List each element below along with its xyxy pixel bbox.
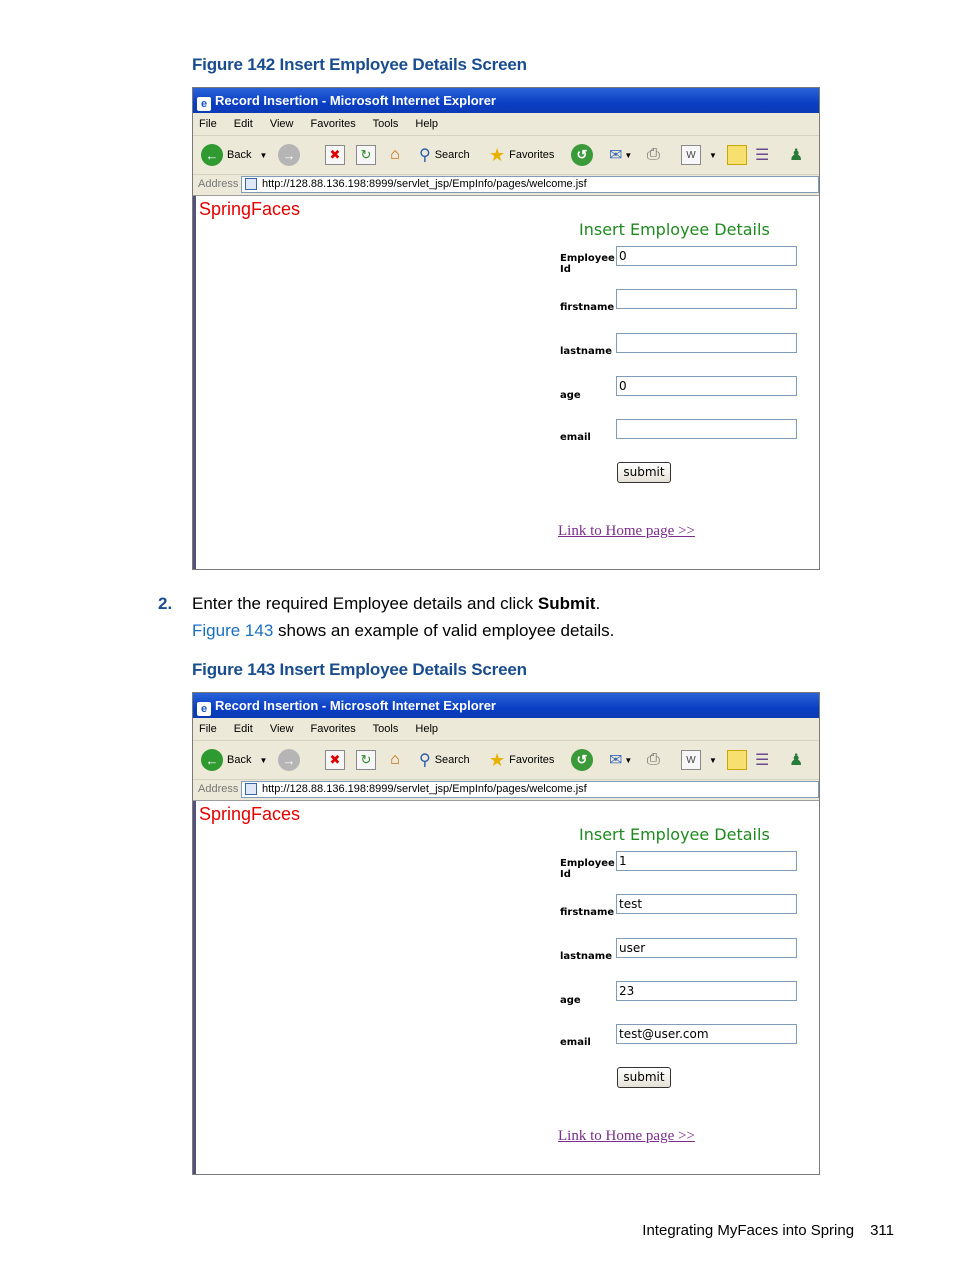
employee-id-input[interactable]: 0	[616, 246, 797, 266]
forward-arrow-icon: →	[278, 144, 300, 166]
toolbar	[193, 741, 819, 780]
email-input[interactable]	[616, 419, 797, 439]
back-arrow-icon: ←	[201, 749, 223, 771]
address-url: http://128.88.136.198:8999/servlet_jsp/EmpInfo/pages/welcome.jsf	[262, 178, 587, 190]
books-icon: ☰	[755, 752, 770, 769]
home-button[interactable]	[385, 143, 405, 167]
dropdown-arrow-icon[interactable]: ▼	[259, 150, 268, 160]
brand-logo: SpringFaces	[199, 199, 301, 219]
lastname-label: lastname	[560, 951, 612, 962]
home-page-link[interactable]: Link to Home page >>	[558, 1128, 695, 1144]
refresh-icon: ↻	[356, 750, 376, 770]
figure-143-caption: Figure 143 Insert Employee Details Screen	[192, 660, 527, 679]
submit-emphasis: Submit	[537, 594, 596, 613]
address-bar	[193, 175, 819, 196]
step-instruction: Enter the required Employee details and click Submit.	[192, 594, 601, 613]
books-icon: ☰	[755, 147, 770, 164]
forward-button[interactable]	[278, 748, 300, 772]
page-icon	[245, 783, 257, 795]
age-input[interactable]: 23	[616, 981, 797, 1001]
window-titlebar	[193, 693, 819, 718]
mail-button[interactable]	[609, 143, 632, 167]
address-label: Address	[198, 178, 239, 190]
back-button[interactable]: ← Back ▼	[201, 748, 267, 772]
menu-favorites[interactable]: Favorites	[310, 723, 356, 735]
page-content	[193, 801, 819, 1174]
lastname-label: lastname	[560, 346, 612, 357]
form-title: Insert Employee Details	[579, 825, 770, 844]
home-icon: ⌂	[390, 146, 400, 163]
firstname-input[interactable]: test	[616, 894, 797, 914]
figure-142-caption: Figure 142 Insert Employee Details Screen	[192, 55, 527, 74]
submit-button[interactable]: submit	[617, 462, 671, 483]
window-title: Record Insertion - Microsoft Internet Explorer	[215, 93, 496, 108]
menu-edit[interactable]: Edit	[233, 723, 253, 735]
dropdown-arrow-icon: ▼	[709, 150, 717, 160]
firstname-label: firstname	[560, 907, 615, 918]
form-title: Insert Employee Details	[579, 220, 770, 239]
stop-icon: ✖	[325, 145, 345, 165]
menu-tools[interactable]: Tools	[372, 723, 399, 735]
word-icon: W	[681, 145, 701, 165]
messenger-icon: ♟	[789, 752, 804, 769]
search-icon: ⚲	[419, 147, 431, 164]
menu-view[interactable]: View	[269, 723, 294, 735]
ie-window-figure-142	[192, 87, 820, 570]
refresh-icon: ↻	[356, 145, 376, 165]
star-icon: ★	[489, 144, 506, 165]
print-icon: ⎙	[647, 751, 660, 768]
address-input[interactable]	[241, 781, 819, 798]
stop-button[interactable]	[325, 748, 345, 772]
step-note: Figure 143 shows an example of valid employee details.	[192, 621, 615, 640]
window-title: Record Insertion - Microsoft Internet Explorer	[215, 698, 496, 713]
dropdown-arrow-icon[interactable]: ▼	[259, 755, 268, 765]
note-icon	[727, 145, 747, 165]
history-icon: ↺	[571, 144, 593, 166]
refresh-button[interactable]	[356, 143, 376, 167]
page-content	[193, 196, 819, 569]
window-titlebar	[193, 88, 819, 113]
print-button[interactable]	[647, 143, 660, 167]
print-icon: ⎙	[647, 146, 660, 163]
menu-view[interactable]: View	[269, 118, 294, 130]
figure-143-link[interactable]: Figure 143	[192, 621, 274, 640]
favorites-button[interactable]: ★ Favorites	[489, 749, 555, 770]
messenger-button[interactable]	[789, 748, 803, 772]
submit-button[interactable]: submit	[617, 1067, 671, 1088]
toolbar	[193, 136, 819, 175]
ie-window-figure-143	[192, 692, 820, 1175]
history-button[interactable]	[571, 748, 593, 772]
dropdown-arrow-icon: ▼	[624, 755, 633, 765]
favorites-button[interactable]: ★ Favorites	[489, 144, 555, 165]
firstname-label: firstname	[560, 302, 615, 313]
address-input[interactable]	[241, 176, 819, 193]
step-number: 2.	[158, 594, 173, 613]
employee-id-label: Employee Id	[560, 253, 615, 275]
age-input[interactable]: 0	[616, 376, 797, 396]
menu-bar	[193, 718, 819, 741]
lastname-input[interactable]: user	[616, 938, 797, 958]
search-button[interactable]: ⚲ Search	[419, 752, 470, 769]
page-footer	[642, 1222, 894, 1239]
discuss-button[interactable]	[727, 748, 747, 772]
back-button[interactable]: ← Back ▼	[201, 143, 267, 167]
ie-logo-icon: e	[197, 702, 211, 716]
discuss-button[interactable]	[727, 143, 747, 167]
page-number: 311	[870, 1222, 894, 1239]
note-icon	[727, 750, 747, 770]
address-url: http://128.88.136.198:8999/servlet_jsp/EmpInfo/pages/welcome.jsf	[262, 783, 587, 795]
research-button[interactable]	[755, 143, 769, 167]
star-icon: ★	[489, 749, 506, 770]
address-label: Address	[198, 783, 239, 795]
menu-file[interactable]: File	[199, 723, 217, 735]
history-button[interactable]	[571, 143, 593, 167]
menu-help[interactable]: Help	[415, 723, 439, 735]
home-page-link[interactable]: Link to Home page >>	[558, 523, 695, 539]
email-label: email	[560, 432, 591, 443]
dropdown-arrow-icon: ▼	[624, 150, 633, 160]
home-icon: ⌂	[390, 751, 400, 768]
email-input[interactable]: test@user.com	[616, 1024, 797, 1044]
word-icon: W	[681, 750, 701, 770]
forward-arrow-icon: →	[278, 749, 300, 771]
home-button[interactable]	[385, 748, 405, 772]
refresh-button[interactable]	[356, 748, 376, 772]
age-label: age	[560, 390, 581, 401]
research-button[interactable]	[755, 748, 769, 772]
search-button[interactable]: ⚲ Search	[419, 147, 470, 164]
address-bar	[193, 780, 819, 801]
edit-button[interactable]	[681, 143, 717, 167]
edit-button[interactable]	[681, 748, 717, 772]
search-icon: ⚲	[419, 752, 431, 769]
menu-tools[interactable]: Tools	[372, 118, 399, 130]
menu-bar	[193, 113, 819, 136]
forward-button[interactable]	[278, 143, 300, 167]
age-label: age	[560, 995, 581, 1006]
dropdown-arrow-icon: ▼	[709, 755, 717, 765]
messenger-button[interactable]	[789, 143, 803, 167]
history-icon: ↺	[571, 749, 593, 771]
stop-button[interactable]	[325, 143, 345, 167]
ie-logo-icon: e	[197, 97, 211, 111]
stop-icon: ✖	[325, 750, 345, 770]
email-label: email	[560, 1037, 591, 1048]
mail-button[interactable]	[609, 748, 632, 772]
page-icon	[245, 178, 257, 190]
employee-id-input[interactable]: 1	[616, 851, 797, 871]
print-button[interactable]	[647, 748, 660, 772]
back-arrow-icon: ←	[201, 144, 223, 166]
mail-icon: ✉	[609, 752, 623, 769]
menu-help[interactable]: Help	[415, 118, 439, 130]
menu-edit[interactable]: Edit	[233, 118, 253, 130]
menu-favorites[interactable]: Favorites	[310, 118, 356, 130]
lastname-input[interactable]	[616, 333, 797, 353]
mail-icon: ✉	[609, 147, 623, 164]
messenger-icon: ♟	[789, 147, 804, 164]
firstname-input[interactable]	[616, 289, 797, 309]
menu-file[interactable]: File	[199, 118, 217, 130]
employee-id-label: Employee Id	[560, 858, 615, 880]
brand-logo: SpringFaces	[199, 804, 301, 824]
footer-section: Integrating MyFaces into Spring	[642, 1222, 855, 1239]
